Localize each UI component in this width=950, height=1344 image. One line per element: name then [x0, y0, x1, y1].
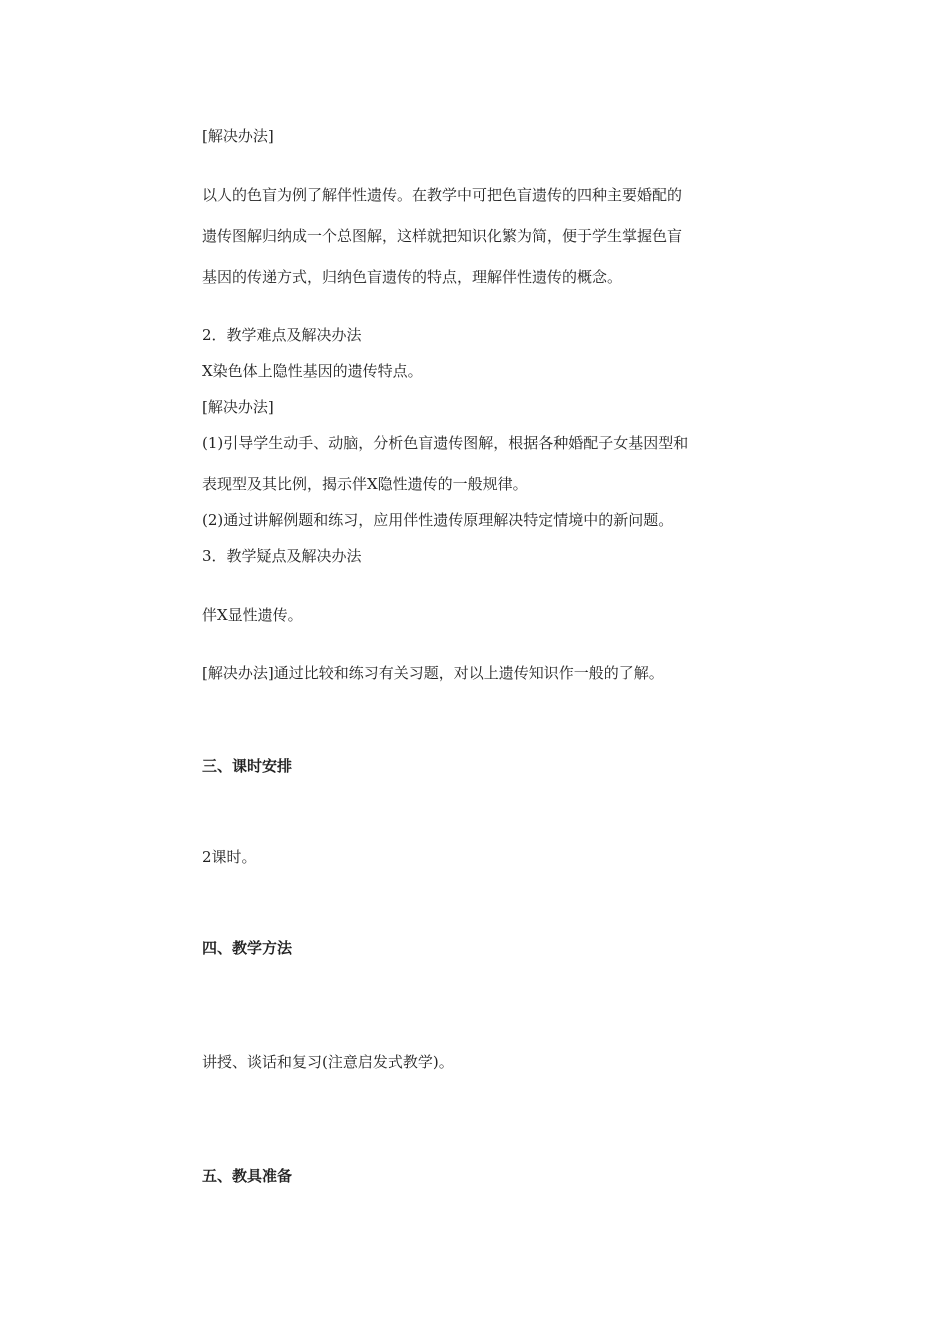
solution-label: [解决办法] — [202, 398, 274, 416]
difficulty-subheading: 2．教学难点及解决办法 — [202, 326, 362, 344]
solution-item-line: (1)引导学生动手、动脑，分析色盲遗传图解，根据各种婚配子女基因型和 — [202, 434, 689, 452]
solution-item-line: (2)通过讲解例题和练习，应用伴性遗传原理解决特定情境中的新问题。 — [202, 511, 674, 529]
solution-paragraph: [解决办法]通过比较和练习有关习题，对以上遗传知识作一般的了解。 — [202, 664, 664, 682]
schedule-text: 2课时。 — [202, 848, 257, 866]
solution-label: [解决办法] — [202, 127, 274, 145]
methods-text: 讲授、谈话和复习(注意启发式教学)。 — [202, 1053, 454, 1071]
solution-item-line: 表现型及其比例，揭示伴X隐性遗传的一般规律。 — [202, 475, 528, 493]
doubt-subheading: 3．教学疑点及解决办法 — [202, 547, 362, 565]
solution-paragraph-line: 遗传图解归纳成一个总图解，这样就把知识化繁为简，便于学生掌握色盲 — [202, 227, 683, 245]
section-heading-tools: 五、教具准备 — [202, 1167, 293, 1185]
solution-paragraph-line: 基因的传递方式，归纳色盲遗传的特点，理解伴性遗传的概念。 — [202, 268, 623, 286]
section-heading-schedule: 三、课时安排 — [202, 757, 293, 775]
section-heading-methods: 四、教学方法 — [202, 939, 293, 957]
difficulty-text: X染色体上隐性基因的遗传特点。 — [202, 362, 423, 380]
solution-paragraph-line: 以人的色盲为例了解伴性遗传。在教学中可把色盲遗传的四种主要婚配的 — [202, 186, 683, 204]
doubt-text: 伴X显性遗传。 — [202, 606, 303, 624]
